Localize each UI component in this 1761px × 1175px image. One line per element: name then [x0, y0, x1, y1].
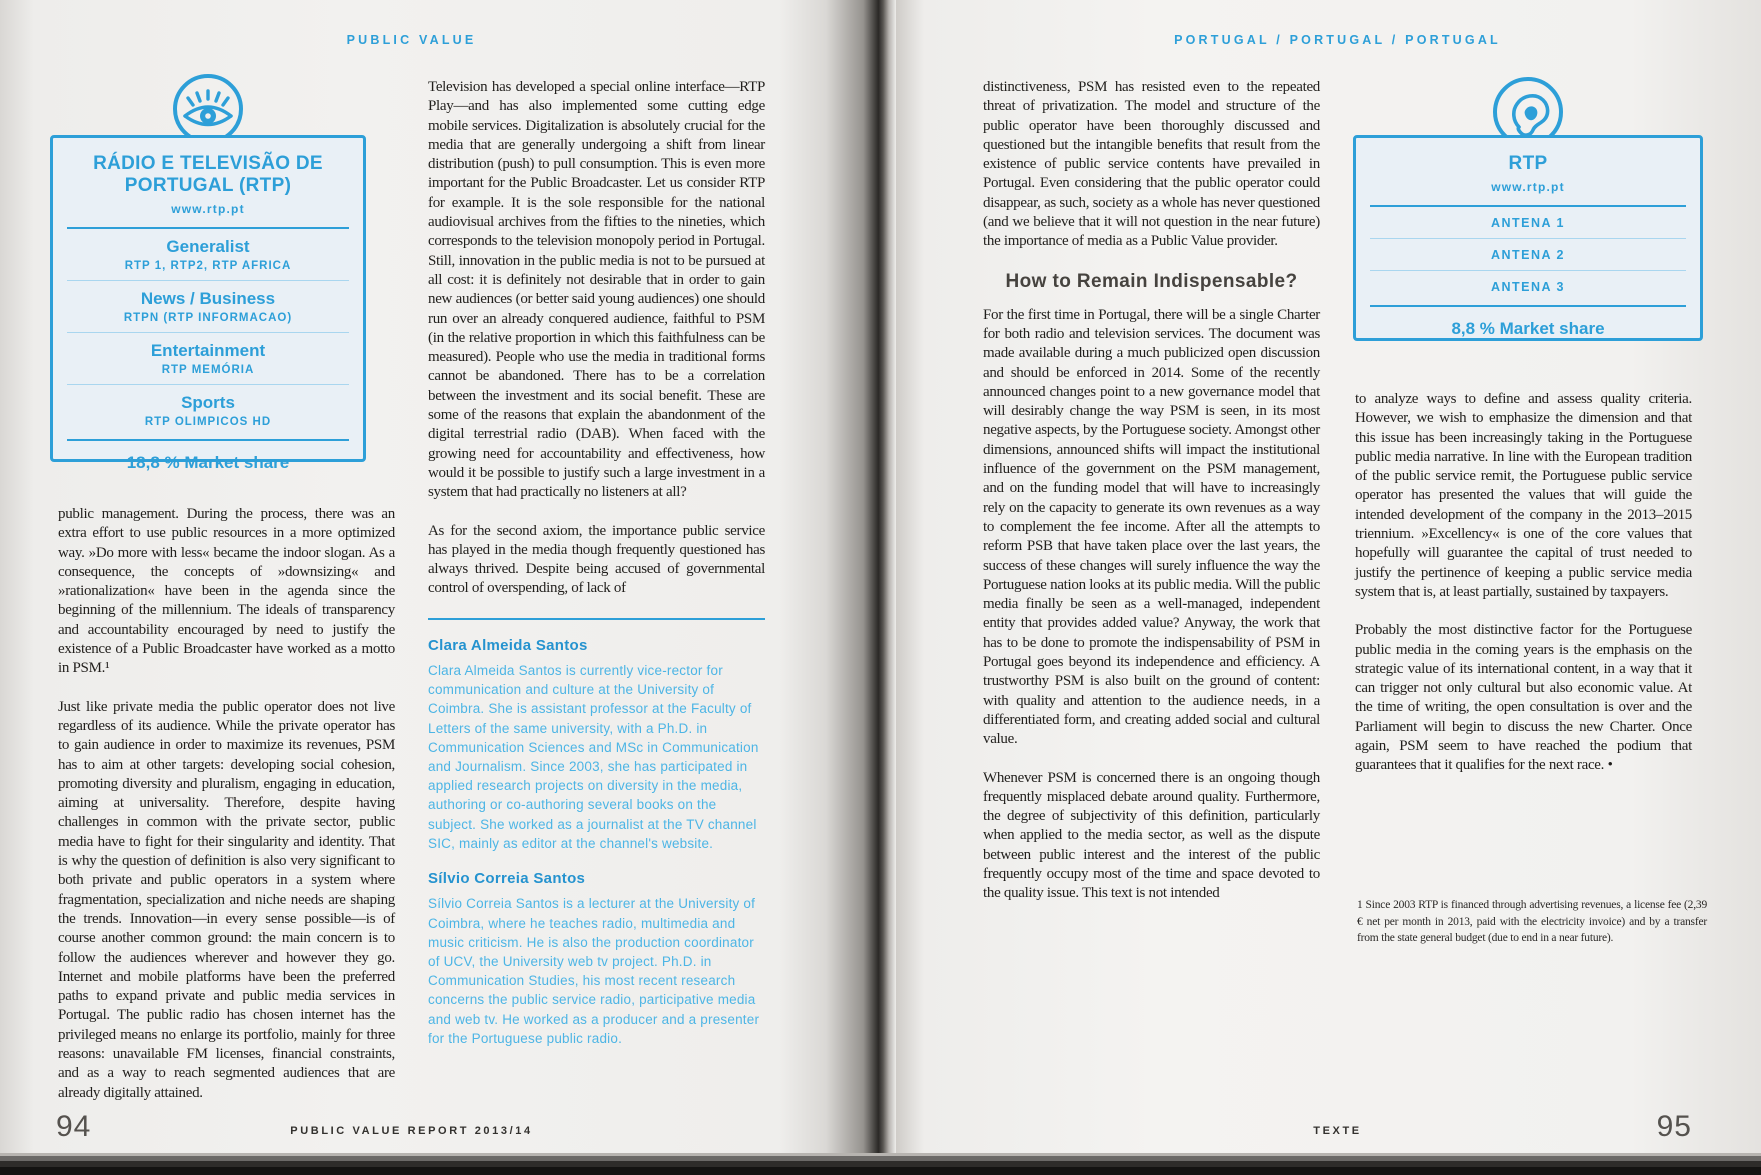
- author-bio: Clara Almeida Santos is currently vice-rector for communication and culture at the University of Coimbra. She is assistant professor at the Faculty of Letters of the same university, with a Ph.D. in Communication Sciences and MSc in Communication and Journalism. Since 2003, she has participated in applied research projects on diversity in the media, authoring or co-authoring several books on the subject. She worked as a journalist at the TV channel SIC, mainly as editor at the channel's website.: [428, 663, 759, 851]
- infobox-url: www.rtp.pt: [171, 202, 245, 216]
- category-label: Entertainment: [150, 341, 266, 360]
- page-number: 94: [56, 1110, 92, 1143]
- body-paragraph: Just like private media the public operator does not live regardless of its audience. While the private operator has to gain audience in order to maximize its revenues, PSM has to aim at other targets: developing social cohesion, promoting diversity and pluralism, engaging in education, aiming at universality. Therefore, despite having challenges in common with the private sector, public media have to fight for their singularity and identity. That is why the question of definition is also very significant to both private and public operators in a system where fragmentation, specialization and niche needs are shaping the trends. Innovation—in every sense possible—is of course another common ground: the main concern is to follow the audiences wherever and however they go. Internet and mobile platforms have been the preferred paths to expand private and public media services in Portugal. The public radio has chosen internet has the privileged means no enlarge its portfolio, mainly for three reasons: unavailable FM licenses, financial constraints, and as a way to reach segmented audiences that are already digitally attained.: [58, 698, 395, 1101]
- category-channels: RTP 1, RTP2, RTP AFRICA: [124, 260, 292, 272]
- divider: [428, 618, 765, 620]
- category-channels: RTP MEMÓRIA: [161, 364, 255, 376]
- right-footer-label: TEXTE: [1313, 1125, 1362, 1137]
- author-name: Clara Almeida Santos: [428, 636, 588, 654]
- body-paragraph: Television has developed a special online interface—RTP Play—and has also implemented some cutting edge mobile services. Digitalization is absolutely crucial for the media that are generally undergoing a shift from linear distribution (push) to pull consumption. This is even more important for the Public Broadcaster. Let us consider RTP for example. It is the sole responsible for the national audiovisual archives from the fifties to the nineties, which corresponds to the television monopoly period in Portugal. Still, innovation in the public media is not to be pursued at all cost: it is definitely not desirable that in order to gain new audiences (or better said young audiences) one should run over an already conquered audience, faithful to PSM (in the relative proportion in which this faithfulness can be measured). People who use the media in traditional forms cannot be abandoned. There has to be a correlation between the investment and its social benefit. These are some of the reasons that explain the abandonment of the digital terrestrial radio (DAB). When faced with the growing need for accountability and effectiveness, how would it be possible to justify such a large investment in a system that had practically no listeners at all?: [428, 79, 765, 501]
- author-name: Sílvio Correia Santos: [428, 870, 586, 888]
- divider: [67, 384, 349, 385]
- divider: [1370, 238, 1686, 239]
- right-page-column-2: [1355, 390, 1692, 776]
- market-share: 8,8 % Market share: [1451, 319, 1605, 338]
- category-channels: RTP OLIMPICOS HD: [144, 416, 272, 428]
- infobox-title: RTP: [1508, 153, 1548, 174]
- right-page-column-1: [983, 78, 1320, 904]
- divider: [1370, 305, 1686, 307]
- category-channels: RTPN (RTP INFORMACAO): [123, 312, 293, 324]
- body-paragraph: public management. During the process, there was an extra effort to use public resources in a more optimized way. »Do more with less« became the indoor slogan. As a consequence, the concepts of »downsizing« and »rationalization« have been in the agenda since the beginning of the millennium. The ideals of transparency and accountability encouraged by need to justify the existence of a Public Broadcaster have worked as a motto in PSM.¹: [58, 506, 395, 677]
- divider: [67, 227, 349, 229]
- body-paragraph: to analyze ways to define and assess quality criteria. However, we wish to emphasize the dimension and that this issue has been increasingly taking in the Portuguese public media narrative. In line with the European tradition of the public service remit, the Portuguese public service operator has presented the values that will guide the intended development of the company in the 2013–2015 triennium. »Excellency« is one of the core values that hopefully will guarantee the capital of trust needed to justify the pertinence of keeping a public service media system that is, at least partially, sustained by taxpayers.: [1355, 391, 1692, 600]
- left-page-column-1: [58, 505, 395, 1103]
- category-label: News / Business: [140, 289, 276, 308]
- radio-channel: ANTENA 1: [1490, 216, 1566, 230]
- divider: [67, 439, 349, 441]
- divider: [67, 280, 349, 281]
- section-heading: How to Remain Indispensable?: [1005, 270, 1298, 292]
- divider: [1370, 270, 1686, 271]
- spine-gutter: [779, 0, 896, 1153]
- infobox-title: RÁDIO E TELEVISÃO DE PORTUGAL (RTP): [93, 153, 323, 196]
- market-share: 18,8 % Market share: [126, 453, 290, 472]
- page-number: 95: [1656, 1110, 1692, 1143]
- radio-channel: ANTENA 3: [1490, 280, 1566, 294]
- page-stack-edge: [0, 1153, 1761, 1175]
- radio-channel: ANTENA 2: [1490, 248, 1566, 262]
- divider: [67, 332, 349, 333]
- left-running-head: PUBLIC VALUE: [346, 33, 477, 47]
- left-page-column-2: [428, 78, 765, 1048]
- body-paragraph: For the first time in Portugal, there will be a single Charter for both radio and television services. The document was made available during a much publicized open discussion and should be enforced in 2014. Some of the recently announced changes point to a new governance model that will desirably change the way PSM is seen, in its most negative aspects, by the Portuguese society. Amongst other dimensions, announced shifts will impact the institutional influence of the government on the PSM management, and on the funding model that will have to increasingly rely on the capacity to generate its own revenues as a way to complement the fee income. After all the attempts to reform PSB that have taken place over the last years, the success of these changes will surely influence the way the Portuguese nation looks at its public media. Will the public media finally be seen as a well-managed, independent entity that provides added value? Anyway, the work that has to be done to promote the indispensability of PSM in Portugal goes beyond its independence and efficiency. A trustworthy PSM is also built on the ground of content: with quality and attention to the audience needs, in a differentiated form, and creating added social and cultural value.: [983, 306, 1320, 748]
- rtp-radio-infobox: [1353, 135, 1703, 341]
- body-paragraph: As for the second axiom, the importance public service has played in the media though frequently questioned has always thrived. Despite being accused of governmental control of overspending, of lack of: [428, 522, 765, 597]
- body-paragraph: Whenever PSM is concerned there is an ongoing though frequently misplaced debate around quality. Furthermore, the degree of subjectivity of this definition, particularly when applied to the media sector, as well as the dispute between public interest and the interest of the public frequently occupy most of the time and space devoted to the quality issue. This text is not intended: [983, 769, 1320, 902]
- category-label: Sports: [181, 393, 235, 412]
- infobox-url: www.rtp.pt: [1491, 180, 1565, 194]
- category-label: Generalist: [166, 237, 250, 256]
- right-running-head: PORTUGAL / PORTUGAL / PORTUGAL: [1174, 33, 1501, 47]
- left-footer-label: PUBLIC VALUE REPORT 2013/14: [290, 1125, 533, 1137]
- divider: [1370, 205, 1686, 207]
- body-paragraph: Probably the most distinctive factor for the Portuguese public media in the coming years is the emphasis on the strategic value of its international content, in a way that it can trigger not only cultural but also economic value. At the time of writing, the open consultation is over and the Parliament will begin to discuss the new Charter. Once again, PSM seem to have reached the podium that guarantees that it qualifies for the next race. •: [1355, 622, 1692, 774]
- author-bio: Sílvio Correia Santos is a lecturer at the University of Coimbra, where he teaches radio, multimedia and music criticism. He is also the production coordinator of UCV, the University web tv project. Ph.D. in Communication Studies, his most recent research concerns the public service radio, participative media and web tv. He worked as a producer and a presenter for the Portuguese public radio.: [428, 896, 760, 1046]
- body-paragraph: distinctiveness, PSM has resisted even to the repeated threat of privatization. The model and structure of the public operator have been thoroughly discussed and questioned but the intangible benefits that result from the existence of public service contents have prevailed in Portugal. Even considering that the public operator could disappear, as such, society as a whole has never questioned (and we believe that it will not question in the near future) the importance of media as a Public Value provider.: [983, 79, 1321, 250]
- footnote: 1 Since 2003 RTP is financed through advertising revenues, a license fee (2,39 € net per month in 2013, paid with the electricity invoice) and by a transfer from the state general budget (due to end in a near future).: [1357, 899, 1707, 944]
- rtp-tv-infobox: [50, 135, 366, 472]
